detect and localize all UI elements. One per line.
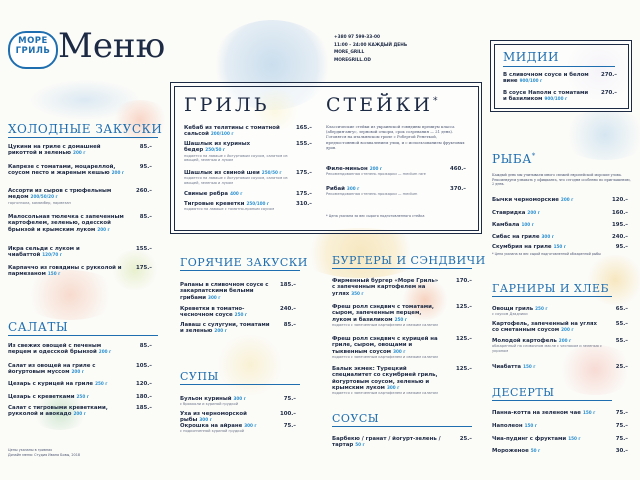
menu-item-weight: 50 г — [530, 448, 541, 453]
menu-item — [180, 396, 270, 407]
menu-item-price: 125.– — [456, 336, 472, 342]
menu-item — [492, 210, 602, 216]
menu-item-note: подаются на лаваше с томатно-пряным соусом — [184, 207, 275, 212]
menu-item-name: Уха из черноморской рыбы — [180, 411, 247, 424]
menu-item-weight: 200 г — [71, 369, 84, 375]
menu-item — [8, 246, 126, 259]
menu-item-price: 175.– — [296, 170, 312, 176]
menu-item-name: Цезарь с креветками — [8, 394, 75, 400]
menu-item-weight: 150 г — [582, 410, 596, 415]
menu-item — [492, 244, 602, 250]
menu-item-name: Бульон куриный — [180, 396, 232, 402]
fish-desc: Каждый день мы учитываем много свежей европейской морские улова. Рекомендуем узнавать у официанта, что сегодня особенно по приглашению, 2 день. — [492, 173, 631, 187]
steaks-heading-text: СТЕЙКИ — [326, 94, 433, 116]
menu-item — [492, 448, 602, 454]
menu-item-name: Цукини на гриле с домашней рикоттой и зеленью — [8, 144, 101, 157]
brand-logo — [8, 31, 58, 69]
menu-item-weight: 300 г — [233, 396, 246, 401]
menu-item-note: горгонзола, камамбер, пармезан — [8, 200, 71, 205]
salads-rule — [8, 335, 158, 336]
sides-rule — [492, 296, 612, 297]
menu-item-price: 120.– — [136, 381, 152, 387]
menu-item-price: 25.– — [615, 364, 628, 370]
menu-item — [492, 321, 602, 334]
menu-item — [326, 186, 432, 197]
menu-item-price: 370.– — [450, 186, 466, 192]
menu-item — [8, 343, 126, 356]
brand-line2: ГРИЛЬ — [15, 46, 51, 56]
menu-item-price: 85.– — [139, 144, 152, 150]
menu-item-price: 105.– — [136, 363, 152, 369]
menu-item-name: Цезарь с курицей на гриле — [8, 381, 94, 387]
menu-item-name: Шашлык из свиной шеи — [184, 170, 260, 176]
menu-item-weight: 200 г — [111, 170, 125, 176]
menu-item — [8, 188, 126, 205]
menu-item-name: Икра сельди с луком и чиабаттой — [8, 246, 80, 259]
menu-item-weight: 150 г — [553, 244, 566, 249]
menu-item-weight: 300 г — [208, 294, 221, 300]
menu-item-price: 155.– — [296, 141, 312, 147]
menu-item-name: Рибай — [326, 186, 345, 192]
menu-item — [492, 423, 602, 429]
menu-item-price: 185.– — [136, 405, 152, 411]
menu-item-price: 460.– — [450, 166, 466, 172]
cold-rule — [8, 137, 158, 138]
menu-item-name: Фирменный бургер «Море Гриль» с запеченным картофелем на углях — [332, 278, 439, 297]
menu-item-weight: 200 г — [369, 166, 383, 171]
menu-item-note: подается с запеченным картофелем и свежим салатом — [332, 322, 438, 327]
menu-item-weight: 200 г — [527, 210, 540, 215]
contact-site: MOREGRILL.OD — [334, 57, 371, 63]
menu-item-name: Сибас на гриле — [492, 234, 540, 240]
menu-item-weight: 250 г — [394, 316, 407, 322]
potato-illustration — [585, 255, 640, 305]
menu-item-name: Тигровые креветки — [184, 201, 245, 207]
menu-item-name: Салат с тигровыми креветками, рукколой и авокадо — [8, 405, 108, 418]
menu-item-weight: 250/50 г — [261, 170, 282, 175]
menu-item-name: Малосольная тюлечка с запеченным картофелем, зеленью, одесской брынзой и крымским луком — [8, 214, 124, 233]
menu-item-name: Фреш ролл сэндвич с томатами, сыром, запеченным перцем, луком и базиликом — [332, 304, 434, 323]
menu-item-price: 175.– — [136, 265, 152, 271]
cold-heading: ХОЛОДНЫЕ ЗАКУСКИ — [8, 122, 163, 136]
menu-item-note: с подкопченной куриной грудкой — [180, 429, 245, 434]
menu-item — [8, 265, 126, 278]
menu-item-name: Картофель, запеченный на углях со сметанным соусом — [492, 321, 597, 334]
menu-item-name: Мороженое — [492, 448, 529, 454]
menu-item-name: Карпаччо из говядины с рукколой и пармезаном — [8, 265, 122, 278]
menu-item-name: Чиабатта — [492, 364, 522, 370]
menu-item-price: 195.– — [612, 222, 628, 228]
menu-item — [332, 304, 442, 327]
menu-item-weight: 250/100 г — [246, 201, 270, 206]
burgers-rule — [332, 268, 472, 269]
menu-item-price: 55.– — [615, 338, 628, 344]
menu-item — [332, 278, 442, 297]
menu-item — [180, 306, 270, 319]
menu-item-weight: 120/70 г — [42, 252, 62, 258]
steaks-note: * Цена указана за вес сырого подготовленного стейка — [326, 214, 425, 218]
menu-item-price: 75.– — [615, 423, 628, 429]
menu-item-price: 155.– — [136, 246, 152, 252]
menu-item-weight: 300 г — [393, 348, 406, 354]
menu-item — [184, 201, 288, 212]
menu-item — [492, 234, 602, 240]
menu-item-weight: 300 г — [541, 234, 554, 239]
menu-item-price: 260.– — [136, 188, 152, 194]
menu-item — [8, 381, 126, 387]
mussels-heading: МИДИИ — [503, 50, 559, 64]
menu-item — [503, 90, 593, 103]
menu-item-weight: 250 г — [76, 394, 89, 399]
burgers-heading: БУРГЕРЫ И СЭНДВИЧИ — [332, 254, 486, 267]
footer-note — [8, 448, 80, 458]
menu-title: Меню — [58, 26, 166, 66]
menu-item-weight: 150 г — [47, 271, 61, 277]
menu-item-name: Окрошка на айране — [180, 423, 243, 429]
menu-item-name: Свиные ребра — [184, 191, 229, 197]
menu-item-price: 85.– — [283, 322, 296, 328]
menu-item — [326, 166, 432, 177]
contacts — [334, 34, 407, 64]
sides-heading: ГАРНИРЫ И ХЛЕБ — [492, 282, 610, 295]
menu-item-name: Балык экмек: Турецкий специалитет со скумбрией гриль, йогуртовым соусом, зеленью и крымским луком — [332, 366, 438, 391]
menu-item-weight: 200 г — [73, 150, 86, 156]
menu-item-weight: 900/100 г — [544, 96, 568, 102]
menu-item-price: 175.– — [296, 191, 312, 197]
menu-item-name: В сливочном соусе и белом вине — [503, 72, 589, 85]
menu-item-name: Ассорти из сыров с трюфельным медом — [8, 188, 112, 201]
menu-item-price: 240.– — [612, 234, 628, 240]
menu-item-name: Капрезе с томатами, моцареллой, соусом песто и жареным кешью — [8, 164, 116, 177]
menu-item-price: 65.– — [615, 306, 628, 312]
menu-item-price: 125.– — [456, 304, 472, 310]
bowl-illustration — [215, 335, 285, 395]
menu-item-name: Бычки черноморские — [492, 197, 559, 203]
menu-item — [332, 336, 442, 359]
contact-phone: +380 97 599-33-00 — [334, 35, 381, 40]
desserts-heading: ДЕСЕРТЫ — [492, 386, 555, 399]
menu-item-weight: 300 г — [244, 423, 257, 428]
menu-item-note: подается с запеченным картофелем и свежим салатом — [332, 354, 438, 359]
menu-item — [8, 394, 126, 400]
menu-item — [492, 364, 602, 370]
menu-item-weight: 350 г — [351, 290, 364, 296]
menu-item — [8, 214, 126, 233]
menu-item-name: Салат из овощей на гриле с йогуртовым муссом — [8, 363, 96, 376]
menu-item-weight: 200/100 г — [210, 131, 234, 137]
footer-line2: Дизайн меню: Студия Ивана Бовы, 2018 — [8, 453, 81, 457]
menu-item — [8, 363, 126, 376]
hot-rule — [180, 270, 300, 271]
menu-item-price: 180.– — [136, 394, 152, 400]
menu-item-name: Кебаб из телятины с томатной сальсой — [184, 125, 280, 138]
fish-right-illustration — [560, 110, 640, 160]
grill-heading: ГРИЛЬ — [184, 94, 270, 116]
menu-item-price: 270.– — [601, 72, 617, 78]
menu-item-weight: 150 г — [524, 423, 537, 428]
desserts-rule — [492, 400, 612, 401]
menu-item-price: 100.– — [280, 411, 296, 417]
sauces-heading: СОУСЫ — [332, 412, 380, 425]
menu-item-price: 240.– — [280, 306, 296, 312]
menu-item-price: 30.– — [615, 448, 628, 454]
brand-line1: МОРЕ — [18, 36, 48, 46]
menu-item-price: 25.– — [459, 436, 472, 442]
menu-item — [503, 72, 593, 85]
menu-item-name: Фреш ролл сэндвич с курицей на гриле, сыром, овощами и тыквенным соусом — [332, 336, 438, 355]
menu-item-note: с брокколи и куриной грудкой — [180, 402, 239, 407]
menu-item — [332, 436, 442, 449]
menu-item — [180, 282, 270, 301]
soups-heading: СУПЫ — [180, 370, 219, 383]
menu-item-weight: 250 г — [535, 306, 548, 311]
menu-item — [180, 411, 270, 424]
menu-item — [180, 423, 270, 434]
fish-note: * Цена указана за вес сырой подготовленной обжаренной рыбы — [492, 252, 601, 256]
menu-item-name: Ставридка — [492, 210, 526, 216]
menu-item — [180, 322, 270, 335]
menu-item-weight: 200 г — [560, 197, 574, 202]
steaks-mark: * — [432, 96, 441, 107]
menu-item-price: 95.– — [139, 164, 152, 170]
menu-item-price: 85.– — [139, 214, 152, 220]
menu-item-price: 75.– — [615, 410, 628, 416]
menu-item-name: Чиа-пудинг с фруктами — [492, 436, 567, 442]
steaks-heading — [326, 94, 440, 116]
menu-item-price: 120.– — [612, 197, 628, 203]
salads-heading: САЛАТЫ — [8, 320, 69, 334]
menu-item-weight: 900/100 г — [519, 78, 543, 84]
menu-item-weight: 200 г — [214, 328, 227, 334]
soups-rule — [180, 384, 300, 385]
menu-item-name: Наполеон — [492, 423, 523, 429]
menu-item-note: подается на лаваше с йогуртовым соусом, салатом из овощей, зеленью и луком — [184, 176, 288, 185]
menu-item-name: Скумбрия на гриле — [492, 244, 552, 250]
menu-item-weight: 200/50/20 г — [30, 194, 58, 200]
menu-item-note: Рекомендованная степень прожарки — medium rare — [326, 172, 426, 177]
fish-mark: * — [531, 152, 536, 160]
menu-item — [184, 170, 288, 185]
menu-item-price: 75.– — [283, 423, 296, 429]
menu-item-weight: 200 г — [98, 349, 112, 355]
menu-item-name: Рапаны в сливочном соусе с закарпатскими белыми грибами — [180, 282, 269, 301]
footer-line1: Цены указаны в гривнах — [8, 448, 53, 452]
menu-item-price: 185.– — [280, 282, 296, 288]
steaks-desc: Классические стейки из украинской говядины премиум класса (абердин-ангус, зерновой откорм, срок созревания — 21 день). Готовятся на итальянском гриле с Робертой Ренеткой, предпостоянной восхвалением улиц, и с использованием фруктовых дров. — [326, 124, 465, 150]
menu-item-name: Камбала — [492, 222, 520, 228]
menu-item-name: Из свежих овощей с печеным перцем и одесской брынзой — [8, 343, 102, 356]
hot-heading: ГОРЯЧИЕ ЗАКУСКИ — [180, 256, 308, 269]
menu-item-weight: 100 г — [521, 222, 534, 227]
menu-item-name: Филе-миньон — [326, 166, 368, 172]
menu-item-note: подается с запеченным картофелем и свежим салатом — [332, 391, 438, 396]
menu-item-name: Овощи гриль — [492, 306, 534, 312]
menu-item — [492, 306, 602, 317]
menu-item-price: 270.– — [601, 90, 617, 96]
menu-item — [492, 410, 602, 416]
menu-item-note: подается на лаваше с йогуртовым соусом, салатом из овощей, зеленью и луком — [184, 153, 288, 162]
menu-item-price: 75.– — [615, 436, 628, 442]
menu-item-price: 125.– — [456, 366, 472, 372]
menu-item-price: 55.– — [615, 321, 628, 327]
menu-item-name: Молодой картофель — [492, 338, 557, 344]
menu-item-name: Панна-котта на зеленом чае — [492, 410, 581, 416]
menu-item — [184, 191, 288, 197]
menu-item-weight: 300 г — [386, 384, 400, 390]
menu-item — [184, 141, 288, 162]
menu-item-weight: 250 г — [234, 312, 248, 318]
menu-item-name: Шашлык из куриных бедер — [184, 141, 251, 154]
menu-item-price: 85.– — [139, 343, 152, 349]
menu-item-weight: 200 г — [73, 411, 86, 417]
menu-item — [492, 222, 602, 228]
menu-item-weight: 200 г — [561, 327, 574, 333]
menu-item-note: с соусом Дзадзики — [492, 312, 528, 317]
fish-heading — [492, 152, 536, 166]
contact-handle: MORE_GRILL — [334, 50, 365, 56]
menu-item-name: Креветки в томатно-чесночном соусе — [180, 306, 245, 319]
menu-item-weight: 400 г — [230, 191, 243, 196]
menu-item-name: Барбекю / гранат / йогурт-зелень / тартар — [332, 436, 441, 449]
menu-item-name: Лаваш с сулугуни, томатами и зеленью — [180, 322, 270, 335]
menu-item-price: 170.– — [456, 278, 472, 284]
menu-item-weight: 150 г — [568, 436, 581, 441]
menu-item-price: 160.– — [612, 210, 628, 216]
menu-item — [8, 164, 126, 177]
menu-item-weight: 300 г — [199, 417, 212, 423]
mussels-rule — [503, 66, 615, 67]
menu-item-price: 165.– — [296, 125, 312, 131]
menu-item — [492, 197, 602, 203]
sauces-rule — [332, 426, 472, 427]
menu-item — [492, 436, 602, 442]
menu-item-name: В соусе Наполи с томатами и базиликом — [503, 90, 589, 103]
menu-item-note: обжаренный на сливочном масле с чесноком и зеленью с укропом — [492, 344, 602, 353]
menu-item-price: 310.– — [296, 201, 312, 207]
menu-item-weight: 200 г — [558, 338, 572, 343]
menu-item-weight: 50 г — [355, 442, 365, 448]
contact-hours: 11:00 – 24:00 КАЖДЫЙ ДЕНЬ — [334, 42, 408, 48]
bread-illustration — [296, 228, 426, 278]
menu-item-weight: 150 г — [523, 364, 536, 369]
menu-item-note: Рекомендованная степень прожарки — medium — [326, 192, 418, 197]
menu-item — [8, 144, 126, 157]
menu-item-weight: 300 г — [346, 186, 360, 191]
menu-item-price: 75.– — [283, 396, 296, 402]
menu-item — [332, 366, 442, 396]
menu-item-weight: 200 г — [97, 226, 110, 232]
menu-item — [8, 405, 126, 418]
menu-item-weight: 250/50 г — [205, 147, 226, 153]
menu-item — [184, 125, 288, 138]
menu-item-weight: 250 г — [95, 381, 108, 386]
menu-item-price: 95.– — [615, 244, 628, 250]
menu-item — [492, 338, 602, 353]
fish-heading-text: РЫБА — [492, 152, 532, 166]
